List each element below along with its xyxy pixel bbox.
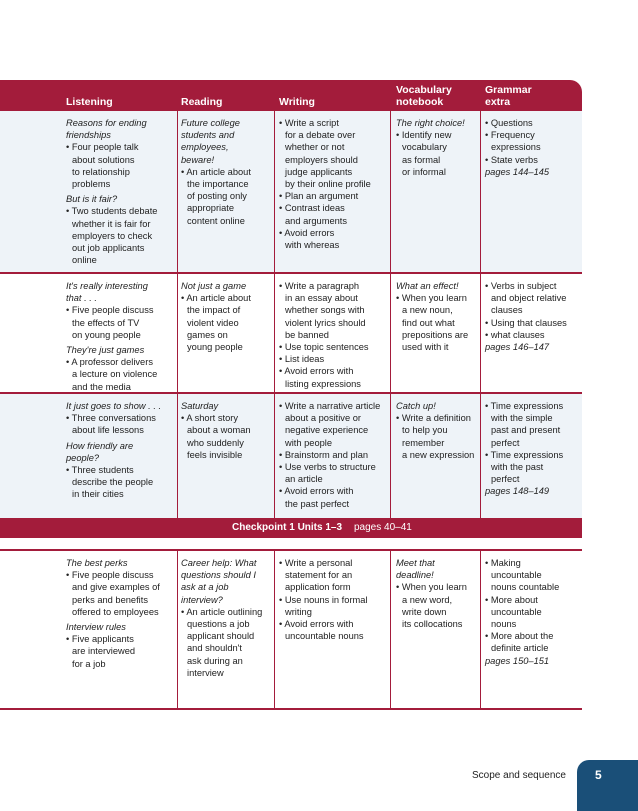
cell-line: • A short story xyxy=(181,413,238,424)
cell-line: • Use nouns in formal xyxy=(279,594,368,605)
cell-vocab xyxy=(396,280,482,353)
column-divider xyxy=(177,550,178,708)
row-divider xyxy=(0,272,582,274)
cell-writing xyxy=(279,400,391,510)
cell-line: • State verbs xyxy=(485,154,538,165)
cell-line: • Identify new xyxy=(396,130,452,141)
cell-line: and the media xyxy=(72,381,131,392)
column-divider xyxy=(177,393,178,518)
cell-line: with the simple xyxy=(491,413,553,424)
cell-line: • Avoid errors xyxy=(279,227,335,238)
cell-line: violent video xyxy=(187,317,239,328)
cell-line: • Write a script xyxy=(279,118,339,128)
cell-line: • Contrast ideas xyxy=(279,203,345,214)
cell-line: whether or not xyxy=(285,142,345,153)
column-divider xyxy=(177,273,178,392)
cell-line: • An article about xyxy=(181,166,251,177)
row-divider xyxy=(0,392,582,394)
cell-line: The best perks xyxy=(66,558,128,568)
cell-line: • When you learn xyxy=(396,582,467,593)
header-listening: Listening xyxy=(66,96,113,108)
cell-line: • An article outlining xyxy=(181,606,263,617)
cell-line: interview? xyxy=(181,594,223,605)
cell-line: whether it is fair for xyxy=(72,218,151,229)
cell-line: appropriate xyxy=(187,203,235,214)
cell-line: negative experience xyxy=(285,425,369,436)
cell-reading xyxy=(181,117,273,227)
cell-line: an article xyxy=(285,474,323,485)
cell-line: • Plan an argument xyxy=(279,191,359,202)
cell-line: listing expressions xyxy=(285,378,361,389)
cell-line: with whereas xyxy=(285,240,340,251)
cell-line: the impact of xyxy=(187,305,241,316)
cell-line: on young people xyxy=(72,329,141,340)
row-divider xyxy=(0,708,582,710)
cell-line: • Use topic sentences xyxy=(279,342,369,353)
cell-listening xyxy=(66,400,176,501)
cell-line: for a debate over xyxy=(285,130,356,141)
cell-line: employees, xyxy=(181,142,229,153)
cell-line: Saturday xyxy=(181,401,219,411)
cell-line: the effects of TV xyxy=(72,317,140,328)
cell-line: a new word, xyxy=(402,594,453,605)
cell-line: offered to employees xyxy=(72,606,159,617)
cell-line: write down xyxy=(402,606,447,617)
cell-reading xyxy=(181,400,273,461)
cell-line: writing xyxy=(285,606,312,617)
cell-line: • Four people talk xyxy=(66,142,139,153)
cell-line: deadline! xyxy=(396,570,434,581)
cell-line: • Avoid errors with xyxy=(279,619,354,630)
row-divider xyxy=(0,549,582,551)
cell-line: for a job xyxy=(72,658,106,669)
cell-line: about a woman xyxy=(187,425,251,436)
cell-line: perfect xyxy=(491,437,520,448)
cell-line: Reasons for ending xyxy=(66,118,147,128)
page-number: 5 xyxy=(595,768,602,782)
cell-line: • List ideas xyxy=(279,354,325,365)
cell-reading xyxy=(181,557,273,679)
cell-line: What an effect! xyxy=(396,281,459,291)
cell-line: definite article xyxy=(491,643,549,654)
cell-line: How friendly are xyxy=(66,440,134,451)
cell-line: uncountable xyxy=(491,606,542,617)
cell-line: to help you xyxy=(402,425,448,436)
cell-line: expressions xyxy=(491,142,541,153)
cell-line: judge applicants xyxy=(285,166,353,177)
cell-line: • Making xyxy=(485,558,521,568)
cell-line: as formal xyxy=(402,154,441,165)
cell-line: statement for an xyxy=(285,570,353,581)
cell-line: the importance xyxy=(187,179,249,190)
row-divider xyxy=(0,109,582,111)
cell-line: But is it fair? xyxy=(66,194,118,205)
cell-line: games on xyxy=(187,329,228,340)
cell-line: be banned xyxy=(285,329,329,340)
cell-vocab xyxy=(396,400,482,461)
cell-line: online xyxy=(72,255,97,266)
cell-line: a new expression xyxy=(402,449,475,460)
cell-line: and give examples of xyxy=(72,582,160,593)
cell-line: It's really interesting xyxy=(66,281,148,291)
cell-line: of posting only xyxy=(187,191,247,202)
cell-line: • Write a paragraph xyxy=(279,281,360,291)
cell-line: out job applicants xyxy=(72,243,145,254)
cell-line: pages 148–149 xyxy=(485,486,550,497)
cell-line: are interviewed xyxy=(72,646,136,657)
page-number-tab xyxy=(577,760,638,811)
cell-vocab xyxy=(396,557,482,630)
cell-line: its collocations xyxy=(402,619,463,630)
cell-line: about solutions xyxy=(72,154,135,165)
cell-line: • what clauses xyxy=(485,329,545,340)
cell-line: prepositions are xyxy=(402,329,469,340)
cell-line: about a positive or xyxy=(285,413,361,424)
cell-line: Interview rules xyxy=(66,622,126,633)
cell-listening xyxy=(66,117,176,266)
cell-line: pages 146–147 xyxy=(485,342,550,353)
header-reading: Reading xyxy=(181,96,223,108)
cell-line: Future college xyxy=(181,118,240,128)
cell-line: interview xyxy=(187,667,224,678)
cell-line: • Avoid errors with xyxy=(279,486,354,497)
cell-line: problems xyxy=(72,179,111,190)
header-vocabulary-2: notebook xyxy=(396,96,444,108)
cell-line: • Time expressions xyxy=(485,401,564,411)
cell-line: • Verbs in subject xyxy=(485,281,557,291)
checkpoint-pages: pages 40–41 xyxy=(354,522,412,533)
cell-line: employers should xyxy=(285,154,358,165)
cell-line: violent lyrics should xyxy=(285,317,366,328)
cell-grammar xyxy=(485,557,580,667)
cell-line: or informal xyxy=(402,166,446,177)
cell-writing xyxy=(279,557,391,642)
cell-writing xyxy=(279,117,391,251)
cell-line: pages 144–145 xyxy=(485,166,550,177)
cell-line: to relationship xyxy=(72,166,130,177)
cell-line: find out what xyxy=(402,317,455,328)
cell-line: • Write a narrative article xyxy=(279,401,381,411)
cell-line: whether songs with xyxy=(285,305,365,316)
cell-line: and arguments xyxy=(285,215,348,226)
column-divider xyxy=(274,273,275,392)
cell-grammar xyxy=(485,400,580,498)
cell-line: perfect xyxy=(491,474,520,485)
cell-line: nouns xyxy=(491,619,517,630)
cell-line: questions a job xyxy=(187,619,250,630)
cell-line: • Write a personal xyxy=(279,558,353,568)
cell-line: employers to check xyxy=(72,230,153,241)
header-vocabulary-1: Vocabulary xyxy=(396,84,452,96)
cell-writing xyxy=(279,280,391,390)
cell-line: students and xyxy=(181,130,235,141)
cell-line: • Write a definition xyxy=(396,413,471,424)
cell-line: vocabulary xyxy=(402,142,447,153)
cell-line: • Using that clauses xyxy=(485,317,567,328)
cell-line: a lecture on violence xyxy=(72,369,158,380)
cell-line: used with it xyxy=(402,342,449,353)
cell-grammar xyxy=(485,117,580,178)
table-header xyxy=(0,80,582,110)
cell-line: applicant should xyxy=(187,631,255,642)
cell-line: • Three conversations xyxy=(66,413,156,424)
cell-line: remember xyxy=(402,437,445,448)
cell-line: application form xyxy=(285,582,351,593)
cell-line: • More about the xyxy=(485,631,554,642)
cell-line: Meet that xyxy=(396,558,435,568)
cell-line: Catch up! xyxy=(396,401,436,411)
cell-line: • Frequency xyxy=(485,130,535,141)
column-divider xyxy=(274,393,275,518)
cell-line: It just goes to show . . . xyxy=(66,401,162,411)
cell-line: pages 150–151 xyxy=(485,655,550,666)
cell-reading xyxy=(181,280,273,353)
cell-line: clauses xyxy=(491,305,523,316)
column-divider xyxy=(177,110,178,272)
cell-line: • A professor delivers xyxy=(66,357,153,368)
cell-line: • Five people discuss xyxy=(66,305,154,316)
cell-line: • Five applicants xyxy=(66,634,134,645)
cell-line: who suddenly xyxy=(187,437,244,448)
cell-line: with people xyxy=(285,437,333,448)
checkpoint-bar xyxy=(0,518,582,538)
header-grammar-2: extra xyxy=(485,96,511,108)
cell-line: and object relative xyxy=(491,293,567,304)
cell-line: ask at a job xyxy=(181,582,229,593)
cell-line: by their online profile xyxy=(285,179,371,190)
cell-line: perks and benefits xyxy=(72,594,148,605)
cell-line: people? xyxy=(66,452,100,463)
cell-line: in their cities xyxy=(72,489,124,500)
cell-line: • Five people discuss xyxy=(66,570,154,581)
cell-line: uncountable xyxy=(491,570,542,581)
cell-line: young people xyxy=(187,342,243,353)
cell-line: feels invisible xyxy=(187,449,243,460)
cell-line: • Avoid errors with xyxy=(279,366,354,377)
cell-line: The right choice! xyxy=(396,118,465,128)
cell-line: and shouldn't xyxy=(187,643,243,654)
cell-line: the past perfect xyxy=(285,498,350,509)
cell-line: Career help: What xyxy=(181,558,257,568)
cell-line: beware! xyxy=(181,154,215,165)
cell-listening xyxy=(66,280,176,393)
header-writing: Writing xyxy=(279,96,315,108)
cell-line: • When you learn xyxy=(396,293,467,304)
cell-vocab xyxy=(396,117,482,178)
header-grammar-1: Grammar xyxy=(485,84,532,96)
cell-listening xyxy=(66,557,176,670)
cell-line: • Brainstorm and plan xyxy=(279,449,369,460)
cell-grammar xyxy=(485,280,580,353)
cell-line: • An article about xyxy=(181,293,251,304)
cell-line: They're just games xyxy=(66,345,145,356)
cell-line: uncountable nouns xyxy=(285,631,364,642)
cell-line: describe the people xyxy=(72,477,154,488)
footer-section-label: Scope and sequence xyxy=(472,770,566,781)
checkpoint-title: Checkpoint 1 Units 1–3 xyxy=(232,522,343,533)
cell-line: • More about xyxy=(485,594,538,605)
cell-line: friendships xyxy=(66,130,111,141)
cell-line: with the past xyxy=(491,462,544,473)
cell-line: • Three students xyxy=(66,465,134,476)
cell-line: questions should I xyxy=(181,570,256,581)
cell-line: Not just a game xyxy=(181,281,247,291)
cell-line: • Time expressions xyxy=(485,449,564,460)
cell-line: about life lessons xyxy=(72,425,144,436)
cell-line: • Two students debate xyxy=(66,206,158,217)
cell-line: ask during an xyxy=(187,655,243,666)
cell-line: in an essay about xyxy=(285,293,358,304)
column-divider xyxy=(274,550,275,708)
cell-line: nouns countable xyxy=(491,582,560,593)
cell-line: • Questions xyxy=(485,118,533,128)
cell-line: that . . . xyxy=(66,293,98,304)
cell-line: past and present xyxy=(491,425,561,436)
cell-line: • Use verbs to structure xyxy=(279,462,376,473)
column-divider xyxy=(274,110,275,272)
cell-line: content online xyxy=(187,215,245,226)
cell-line: a new noun, xyxy=(402,305,453,316)
